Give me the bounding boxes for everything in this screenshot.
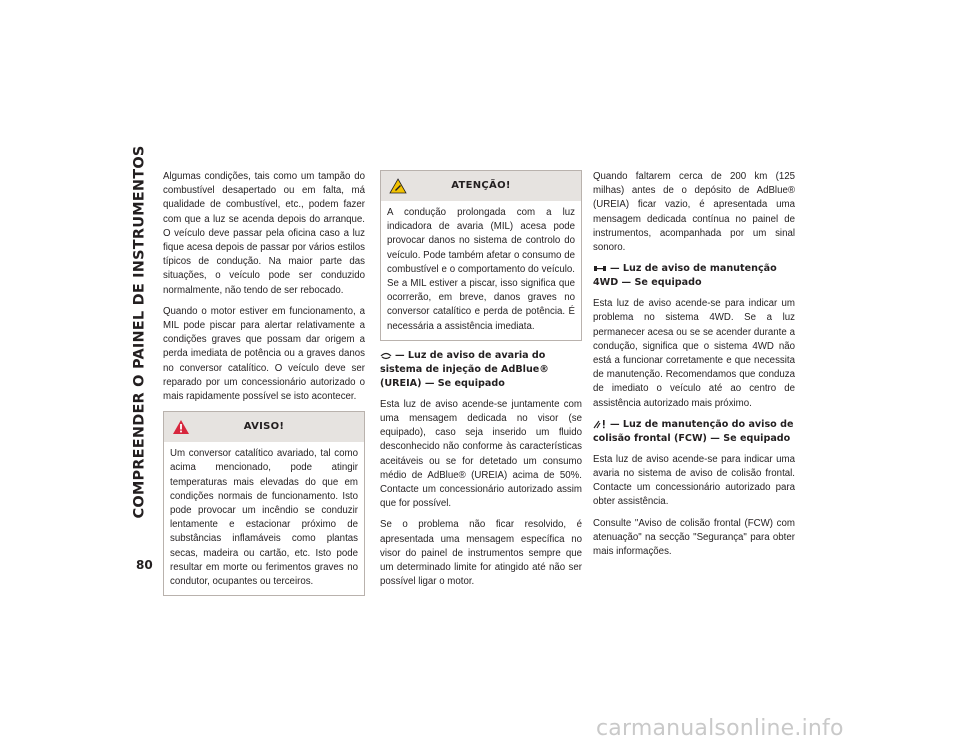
- caution-box-header: [381, 171, 581, 201]
- paragraph: Consulte "Aviso de colisão frontal (FCW) com atenuação" na secção "Segurança" para obter mais informações.: [593, 517, 795, 558]
- paragraph: Quando o motor estiver em funcionamento, a MIL pode piscar para alertar relativamente a condições graves que possam dar origem a perda imediata de potência ou a graves danos no conversor catalítico. O veículo deve ser reparado por um concessionário autorizado o mais rapidamente possível se isto acontecer.: [163, 305, 365, 403]
- fcw-service-icon: [593, 419, 607, 429]
- section-heading: — Luz de manutenção do aviso de colisão frontal (FCW) — Se equipado: [593, 418, 794, 444]
- paragraph: Esta luz de aviso acende-se para indicar uma avaria no sistema de aviso de colisão frontal. Contacte um concessionário autorizado para obter assistência.: [593, 453, 795, 508]
- warning-box-text: Um conversor catalítico avariado, tal como acima mencionado, pode atingir temperaturas mais elevadas do que em condições normais de funcionamento. Isto pode provocar um incêndio se conduzir lentamente e estacionar próximo de substâncias inflamáveis como plantas secas, madeira ou cartão, etc. Isto pode resultar em morte ou ferimentos graves no condutor, ocupantes ou terceiros.: [170, 448, 358, 588]
- adblue-warning-icon: [380, 351, 392, 360]
- section-heading: — Luz de aviso de avaria do sistema de injeção de AdBlue® (UREIA) — Se equipado: [380, 349, 549, 389]
- caution-box: [380, 170, 582, 341]
- 4wd-service-icon: [593, 264, 607, 273]
- warning-box-header: [164, 412, 364, 442]
- warning-box-title: AVISO!: [243, 421, 285, 433]
- section-heading: — Luz de aviso de manutenção 4WD — Se equipado: [593, 263, 777, 289]
- paragraph: Esta luz de aviso acende-se para indicar um problema no sistema 4WD. Se a luz permanecer acesa ou se se acender durante a condução, significa que o sistema 4WD não está a funcionar corretamente e que necessita de manutenção. Recomendamos que conduza de imediato o veículo até ao centro de assistência autorizado mais próximo.: [593, 298, 795, 409]
- column-left: [163, 170, 365, 604]
- caution-box-text: A condução prolongada com a luz indicadora de avaria (MIL) acesa pode provocar danos no sistema de controlo do veículo. Pode também afetar o consumo de combustível e o comportamento do veículo. Se a MIL estiver a piscar, isso significa que ocorrerão, em breve, danos graves no conversor catalítico e perda de potência. É necessária a assistência imediata.: [387, 207, 575, 332]
- column-middle: [380, 170, 582, 596]
- paragraph: Algumas condições, tais como um tampão do combustível desapertado ou em falta, má qualidade de combustível, etc., podem fazer com que a luz se acenda depois do arranque. O veículo deve passar pela oficina caso a luz fique acesa depois de passar por vários estilos típicos de condução. Na maior parte das situações, o veículo pode ser conduzido normalmente, não tendo de ser rebocado.: [163, 171, 365, 296]
- warning-box: [163, 411, 365, 596]
- paragraph: Esta luz de aviso acende-se juntamente com uma mensagem dedicada no visor (se equipado), caso seja inserido um fluido desconhecido não conforme às características aceitáveis ou se for detetado um consumo médio de AdBlue® (UREIA) acima de 50%. Contacte um concessionário autorizado assim que for possível.: [380, 398, 582, 510]
- paragraph: Quando faltarem cerca de 200 km (125 milhas) antes de o depósito de AdBlue® (UREIA) ficar vazio, é apresentada uma mensagem dedicada contínua no painel de instrumentos, acompanhada por um sinal sonoro.: [593, 171, 795, 254]
- section-title: COMPREENDER O PAINEL DE INSTRUMENTOS: [132, 145, 148, 519]
- page-number: 80: [136, 558, 153, 572]
- warning-triangle-icon: [172, 419, 190, 435]
- caution-box-title: ATENÇÃO!: [451, 179, 511, 191]
- column-right: [593, 170, 795, 566]
- paragraph: Se o problema não ficar resolvido, é apresentada uma mensagem específica no visor do painel de instrumentos sempre que um determinado limite for atingido até não ser possível ligar o motor.: [380, 519, 582, 588]
- watermark: carmanualsonline.info: [596, 716, 844, 741]
- caution-triangle-icon: [389, 178, 407, 194]
